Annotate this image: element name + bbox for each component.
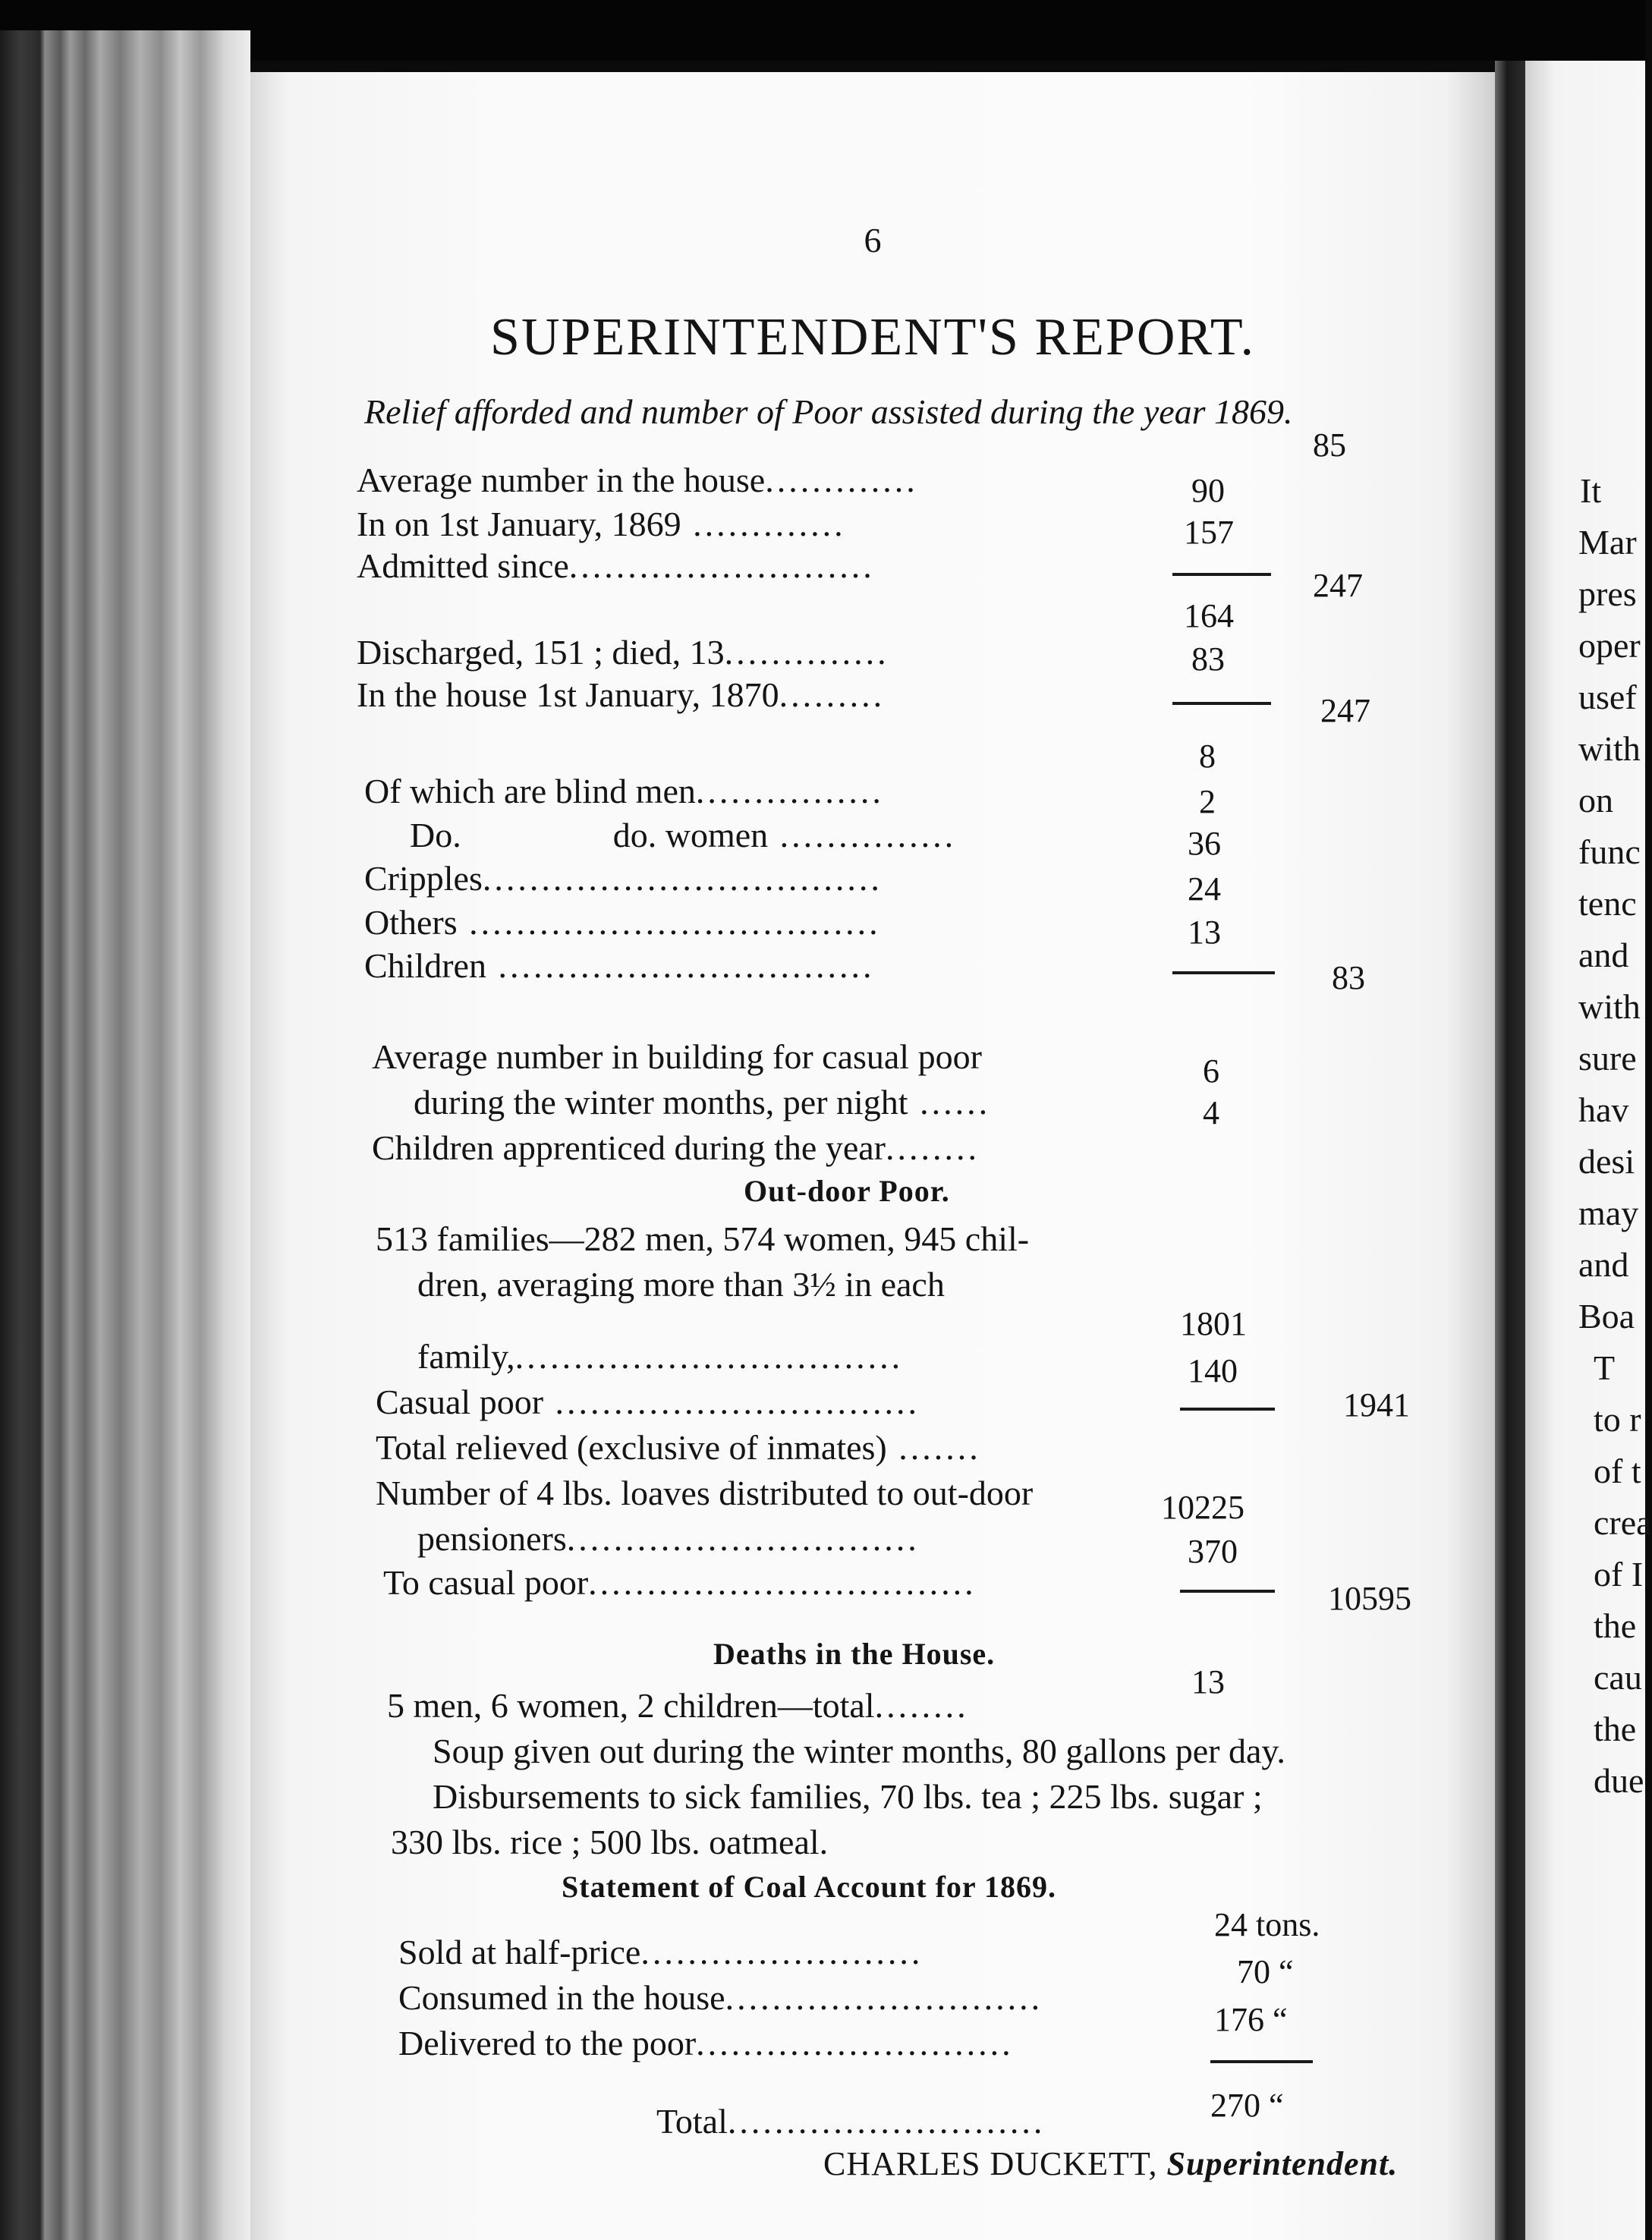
disbursements-line-2: 330 lbs. rice ; 500 lbs. oatmeal. [391, 1823, 829, 1861]
loaves-line-2: pensioners.............................. [417, 1519, 920, 1558]
average-label: Average number in the house............. [357, 461, 918, 499]
facing-text: may [1578, 1194, 1639, 1232]
to-casual-label: To casual poor................................. [383, 1563, 977, 1602]
facing-text: It [1580, 471, 1602, 510]
outdoor-line-1: 513 families—282 men, 574 women, 945 chil- [376, 1219, 1030, 1258]
coal-consumed-value: 70 “ [1237, 1953, 1294, 1990]
deaths-line: 5 men, 6 women, 2 children—total........ [387, 1686, 969, 1725]
facing-text: of t [1594, 1452, 1641, 1490]
facing-text: sure [1578, 1039, 1637, 1078]
facing-text: func [1578, 832, 1641, 871]
coal-delivered-label: Delivered to the poor........................... [398, 2024, 1014, 2062]
facing-text: on [1578, 781, 1613, 820]
facing-text: to r [1594, 1400, 1641, 1439]
rule [1172, 971, 1275, 974]
facing-text: desi [1578, 1142, 1635, 1181]
rule [1172, 702, 1271, 705]
total-a: 247 [1313, 567, 1363, 604]
in-house-label: In the house 1st January, 1870......... [357, 675, 886, 714]
admitted-value: 157 [1184, 514, 1234, 551]
facing-text: usef [1578, 678, 1637, 716]
outdoor-line-2: dren, averaging more than 3½ in each [417, 1265, 945, 1304]
rule [1172, 573, 1271, 576]
coal-sold-label: Sold at half-price........................ [398, 1933, 924, 1971]
loaves-line-1: Number of 4 lbs. loaves distributed to out-door [376, 1474, 1034, 1512]
admitted-label: Admitted since.......................... [357, 546, 875, 585]
page-subtitle: Relief afforded and number of Poor assisted during the year 1869. [364, 392, 1293, 431]
families-value: 1801 [1180, 1305, 1247, 1342]
loaves-value: 10225 [1161, 1489, 1245, 1526]
total-b: 247 [1320, 692, 1370, 729]
soup-line: Soup given out during the winter months, 80 gallons per day. [433, 1732, 1285, 1770]
blind-men-label: Of which are blind men................ [364, 772, 884, 810]
classes-total: 83 [1332, 959, 1365, 996]
coal-total-label: Total........................... [656, 2102, 1046, 2141]
casual-line-1: Average number in building for casual poor [372, 1037, 982, 1076]
others-label: Others ................................... [364, 903, 881, 942]
in-house-value: 83 [1191, 640, 1225, 678]
book-page-edges [0, 30, 250, 2240]
facing-text: of I [1594, 1555, 1644, 1593]
facing-text: the [1594, 1710, 1637, 1748]
signature-role: Superintendent. [1166, 2145, 1399, 2182]
outdoor-line-3: family,................................. [417, 1337, 904, 1376]
facing-text: and [1578, 936, 1629, 974]
loaves-total: 10595 [1328, 1580, 1411, 1617]
casual-value: 6 [1203, 1052, 1219, 1090]
facing-text: and [1578, 1245, 1629, 1284]
cripples-label: Cripples.................................. [364, 859, 883, 898]
report-page [250, 72, 1495, 2240]
signature [823, 2147, 1398, 2181]
facing-text: pres [1578, 574, 1637, 613]
facing-text: oper [1578, 626, 1641, 665]
coal-sold-value: 24 tons. [1214, 1906, 1320, 1943]
blind-women-label: Do. do. women ............... [410, 816, 957, 854]
discharged-label: Discharged, 151 ; died, 13.............. [357, 633, 889, 672]
facing-text: with [1578, 729, 1641, 768]
deaths-value: 13 [1191, 1663, 1225, 1700]
others-value: 24 [1188, 870, 1221, 908]
facing-text: due [1594, 1761, 1644, 1800]
facing-text: cau [1594, 1658, 1642, 1697]
coal-delivered-value: 176 “ [1214, 2001, 1288, 2038]
cripples-value: 36 [1188, 825, 1221, 862]
page-number: 6 [864, 221, 882, 260]
blind-men-value: 8 [1199, 738, 1216, 775]
facing-text: Boa [1578, 1297, 1635, 1336]
in-on-value: 90 [1191, 472, 1225, 509]
facing-text: the [1594, 1606, 1637, 1645]
children-label: Children ................................ [364, 946, 875, 985]
deaths-heading: Deaths in the House. [713, 1637, 996, 1671]
coal-consumed-label: Consumed in the house........................... [398, 1978, 1043, 2017]
average-value: 85 [1313, 426, 1346, 464]
blind-women-value: 2 [1199, 783, 1216, 820]
casual-poor-value: 140 [1188, 1352, 1238, 1389]
discharged-value: 164 [1184, 597, 1234, 634]
children-value: 13 [1188, 914, 1221, 951]
in-on-label: In on 1st January, 1869 ............. [357, 505, 846, 543]
book-gutter [1495, 61, 1525, 2240]
outdoor-heading: Out-door Poor. [744, 1174, 950, 1208]
facing-text: with [1578, 987, 1641, 1026]
to-casual-value: 370 [1188, 1533, 1238, 1570]
coal-heading: Statement of Coal Account for 1869. [562, 1870, 1056, 1904]
page-title: SUPERINTENDENT'S REPORT. [490, 308, 1255, 367]
apprenticed-value: 4 [1203, 1094, 1219, 1131]
facing-text: crea [1594, 1503, 1652, 1542]
rule [1180, 1590, 1275, 1593]
coal-total-value: 270 “ [1210, 2087, 1284, 2124]
facing-text: hav [1578, 1090, 1629, 1129]
apprenticed-label: Children apprenticed during the year........ [372, 1128, 980, 1167]
rule [1210, 2060, 1313, 2063]
facing-text: T [1594, 1348, 1616, 1387]
total-relieved-label: Total relieved (exclusive of inmates) ....... [376, 1428, 981, 1467]
casual-line-2: during the winter months, per night ...... [414, 1083, 991, 1122]
facing-text: Mar [1578, 523, 1637, 562]
disbursements-line-1: Disbursements to sick families, 70 lbs. tea ; 225 lbs. sugar ; [433, 1777, 1263, 1816]
facing-text: tenc [1578, 884, 1637, 923]
casual-poor-label: Casual poor ............................... [376, 1383, 920, 1421]
total-relieved-value: 1941 [1343, 1386, 1410, 1424]
rule [1180, 1408, 1275, 1411]
signature-name: CHARLES DUCKETT, [823, 2145, 1158, 2182]
facing-page [1525, 61, 1652, 2240]
